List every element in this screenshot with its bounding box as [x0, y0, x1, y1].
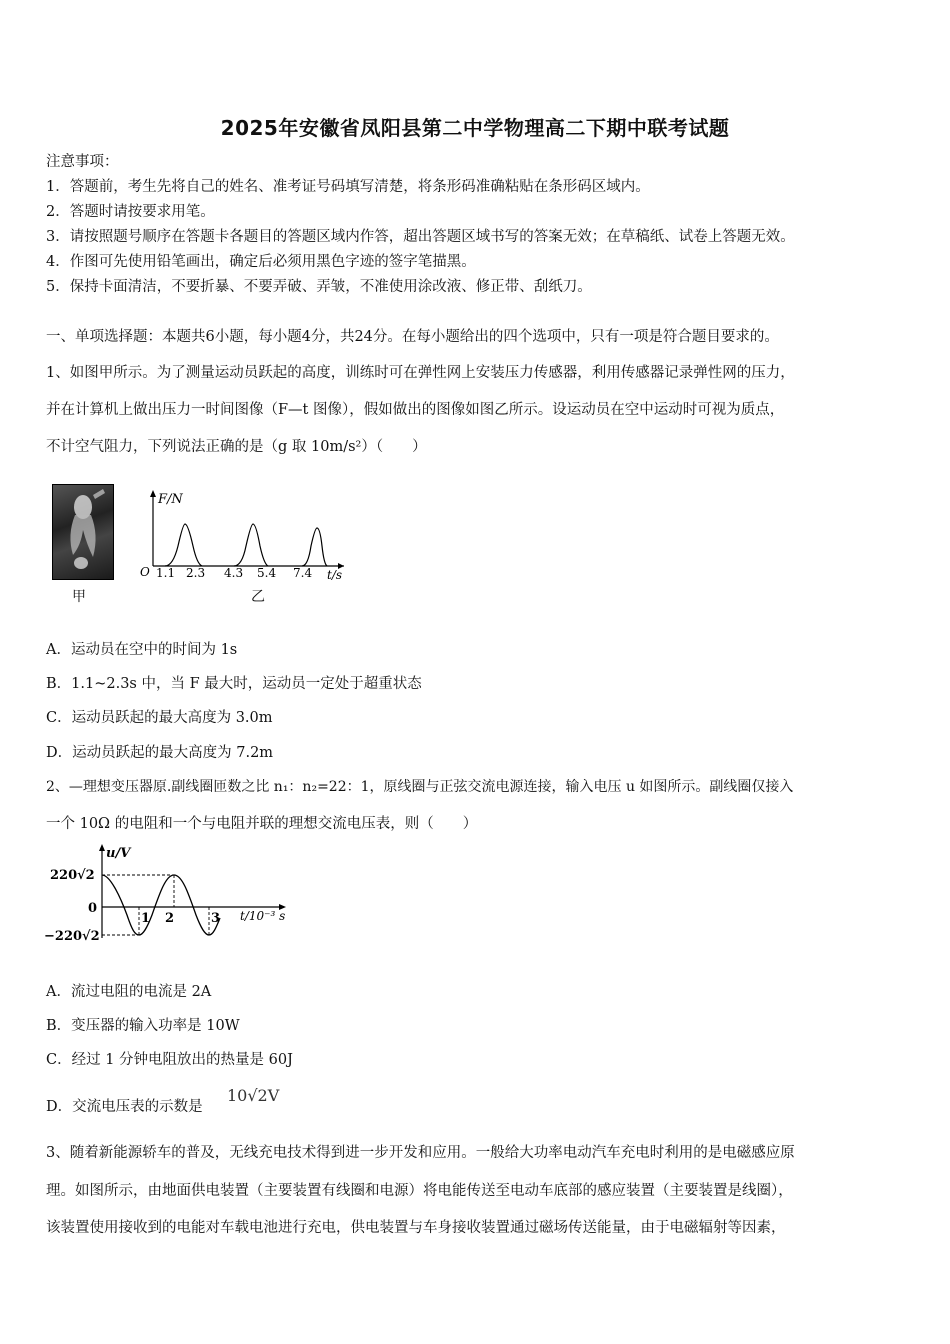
- origin-label: O: [140, 565, 150, 579]
- y-axis-label: u/V: [106, 846, 131, 861]
- notice-item: 2．答题时请按要求用笔。: [46, 204, 215, 220]
- tick-label: 4.3: [224, 566, 244, 580]
- question-3-line: 3、随着新能源轿车的普及，无线充电技术得到进一步开发和应用。一般给大功率电动汽车充电时利用的是电磁感应原: [46, 1145, 795, 1161]
- notice-item: 5．保持卡面清洁，不要折暴、不要弄破、弄皱，不准使用涂改液、修正带、刮纸刀。: [46, 279, 592, 295]
- y-axis-arrow: [99, 844, 105, 851]
- option-c: C．经过 1 分钟电阻放出的热量是 60J: [46, 1052, 293, 1068]
- notice-item: 3．请按照题号顺序在答题卡各题目的答题区域内作答，超出答题区域书写的答案无效；在草稿纸、试卷上答题无效。: [46, 229, 795, 245]
- notice-item: 4．作图可先使用铅笔画出，确定后必须用黑色字迹的签字笔描黑。: [46, 254, 476, 270]
- option-d-value: 10√2V: [227, 1086, 280, 1105]
- sine-wave: [102, 875, 220, 935]
- tick-label: 1.1: [156, 566, 176, 580]
- figure-label-yi: 乙: [251, 589, 265, 605]
- option-c: C．运动员跃起的最大高度为 3.0m: [46, 710, 273, 726]
- question-1-line: 1、如图甲所示。为了测量运动员跃起的高度，训练时可在弹性网上安装压力传感器，利用传感器记录弹性网的压力，: [46, 365, 795, 381]
- option-b: B．变压器的输入功率是 10W: [46, 1018, 240, 1034]
- question-2-line: 一个 10Ω 的电阻和一个与电阻并联的理想交流电压表，则（ ）: [46, 816, 478, 832]
- tick-label: 2.3: [186, 566, 206, 580]
- y-axis-arrow: [150, 490, 156, 497]
- force-pulse-3: [302, 528, 327, 566]
- question-1-line: 并在计算机上做出压力一时间图像（F—t 图像），假如做出的图像如图乙所示。设运动员在空中运动时可视为质点，: [46, 402, 785, 418]
- page-title: 2025年安徽省凤阳县第二中学物理高二下期中联考试题: [220, 116, 730, 140]
- y-axis-label: F/N: [158, 492, 183, 507]
- option-a: A．流过电阻的电流是 2A: [46, 984, 212, 1000]
- x-axis-label: t/s: [327, 568, 343, 582]
- tick-label: 5.4: [257, 566, 277, 580]
- notice-heading: 注意事项：: [46, 154, 119, 170]
- x-axis-label: t/10⁻³ s: [240, 909, 286, 923]
- origin-label: 0: [88, 901, 98, 916]
- option-d: D．交流电压表的示数是: [46, 1099, 203, 1115]
- figure-label-jia: 甲: [72, 589, 86, 605]
- question-2-line: 2、—理想变压器原.副线圈匝数之比 n₁：n₂=22：1，原线圈与正弦交流电源连接，输入电压 u 如图所示。副线圈仅接入: [46, 779, 794, 795]
- question-3-line: 理。如图所示，由地面供电装置（主要装置有线圈和电源）将电能传送至电动车底部的感应装置（主要装置是线圈），: [46, 1183, 793, 1199]
- y-pos-label: 220√2: [50, 868, 95, 883]
- notice-item: 1．答题前，考生先将自己的姓名、准考证号码填写清楚，将条形码准确粘贴在条形码区域内。: [46, 179, 650, 195]
- option-a: A．运动员在空中的时间为 1s: [46, 642, 238, 658]
- section-heading: 一、单项选择题：本题共6小题，每小题4分，共24分。在每小题给出的四个选项中，只有一项是符合题目要求的。: [46, 329, 779, 345]
- y-neg-label: −220√2: [44, 929, 100, 944]
- tick-label: 2: [165, 911, 175, 926]
- force-pulse-2: [234, 524, 268, 566]
- voltage-time-graph: [44, 840, 300, 948]
- tick-label: 3: [211, 911, 221, 926]
- option-d: D．运动员跃起的最大高度为 7.2m: [46, 745, 274, 761]
- athlete-photo: [52, 484, 114, 580]
- question-3-line: 该装置使用接收到的电能对车载电池进行充电，供电装置与车身接收装置通过磁场传送能量，由于电磁辐射等因素，: [46, 1220, 786, 1236]
- tick-label: 1: [141, 911, 151, 926]
- tick-label: 7.4: [293, 566, 313, 580]
- force-pulse-1: [165, 524, 202, 566]
- force-time-graph: [138, 486, 350, 582]
- question-1-line: 不计空气阻力，下列说法正确的是（g 取 10m/s²）（ ）: [46, 439, 427, 455]
- option-b: B．1.1~2.3s 中，当 F 最大时，运动员一定处于超重状态: [46, 676, 422, 692]
